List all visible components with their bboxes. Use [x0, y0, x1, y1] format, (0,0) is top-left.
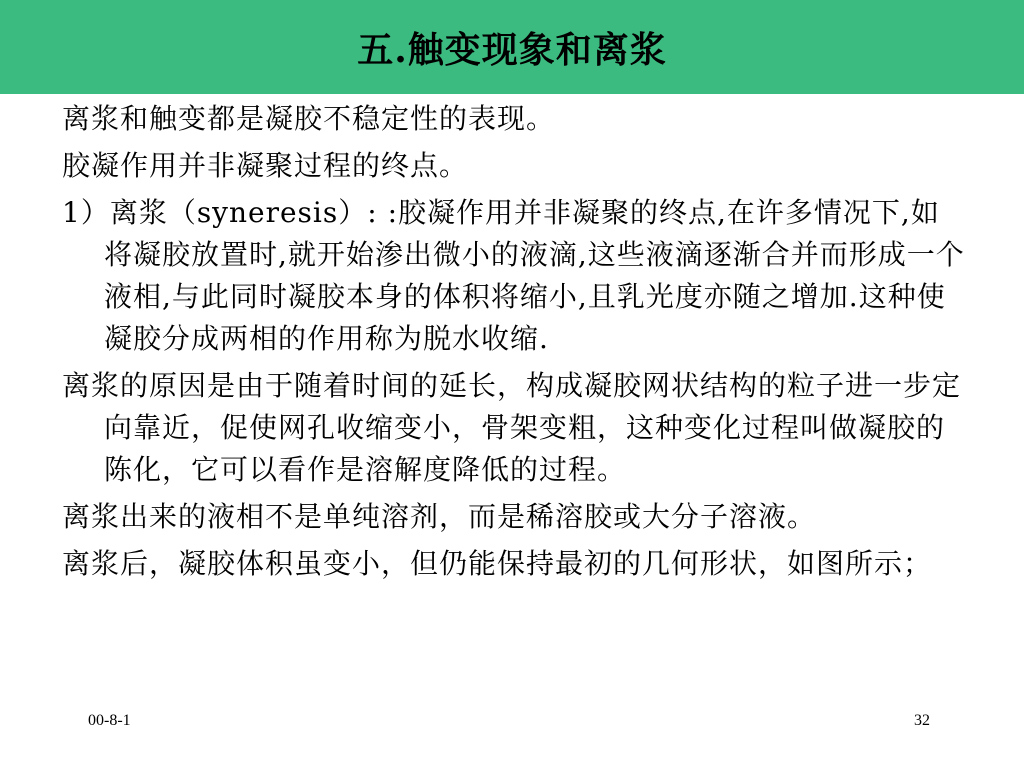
paragraph-shape: 离浆后，凝胶体积虽变小，但仍能保持最初的几何形状，如图所示； [62, 547, 933, 580]
paragraph-syneresis: 1）离浆（syneresis）: :胶凝作用并非凝聚的终点,在许多情况下,如将凝胶放置时,就开始渗出微小的液滴,这些液滴逐渐合并而形成一个液相,与此同时凝胶本身的体积将缩小,且乳光度亦随之增加.这种使凝胶分成两相的作用称为脱水收缩. [62, 196, 965, 355]
paragraph-liquid-phase: 离浆出来的液相不是单纯溶剂，而是稀溶胶或大分子溶液。 [62, 500, 817, 533]
slide-title: 五.触变现象和离浆 [357, 28, 667, 71]
footer-date: 00-8-1 [88, 712, 131, 729]
slide-body [62, 98, 967, 590]
paragraph-2: 胶凝作用并非凝聚过程的终点。 [62, 149, 469, 182]
page-number: 32 [914, 712, 930, 729]
paragraph-cause: 离浆的原因是由于随着时间的延长，构成凝胶网状结构的粒子进一步定向靠近，促使网孔收缩变小，骨架变粗，这种变化过程叫做凝胶的陈化，它可以看作是溶解度降低的过程。 [62, 369, 962, 486]
title-bar [0, 0, 1024, 94]
paragraph-1: 离浆和触变都是凝胶不稳定性的表现。 [62, 102, 556, 135]
